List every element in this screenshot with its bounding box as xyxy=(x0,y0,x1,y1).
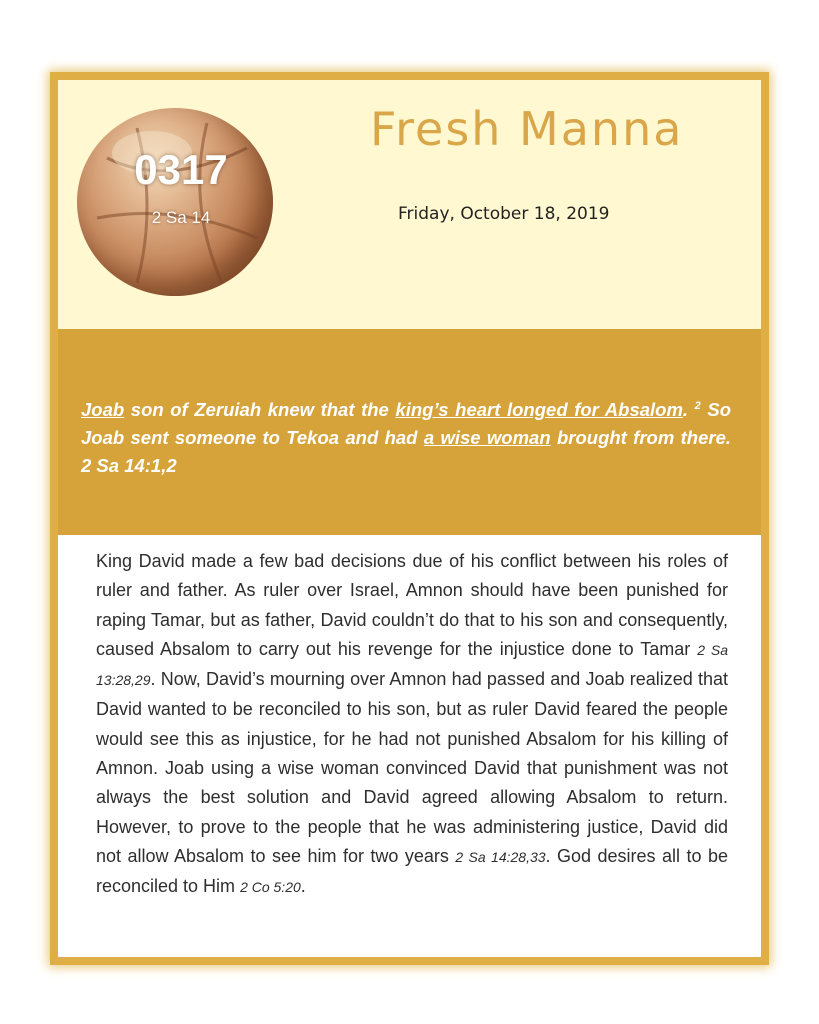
chapter-reference: 2 Sa 14 xyxy=(151,208,211,227)
citation: 2 Sa 13:28,29 xyxy=(96,641,728,689)
citation: 2 Co 5:20 xyxy=(240,879,301,896)
scripture-link-joab[interactable]: Joab xyxy=(81,399,125,420)
verse-number: 2 xyxy=(694,399,701,412)
body-text: . Now, David’s mourning over Amnon had passed and Joab realized that David wanted to be reconciled to his son, but as ruler David feared the people would see this as injustice, for he had not punished Absalom for his killing of Amnon. Joab using a wise woman convinced David that punishment was not always the best solution and David agreed allowing Absalom to return. However, to prove to the people that he was administering justice, David did not allow Absalom to see him for two years xyxy=(96,669,728,866)
scripture-segment: brought from there. 2 Sa 14:1,2 xyxy=(81,427,732,476)
scripture-link-wise-woman[interactable]: a wise woman xyxy=(423,427,551,448)
devotional-card xyxy=(50,72,769,965)
scripture-segment: . xyxy=(682,399,695,420)
header-panel xyxy=(58,80,761,329)
scripture-segment: son of Zeruiah knew that the xyxy=(124,399,396,420)
scripture-text xyxy=(81,396,731,480)
devotional-number: 0317 xyxy=(134,146,228,193)
bread-score-lines xyxy=(77,108,273,296)
date-label: Friday, October 18, 2019 xyxy=(398,204,610,224)
body-text: King David made a few bad decisions due of his conflict between his roles of ruler and father. As ruler over Israel, Amnon should have been punished for raping Tamar, but as father, David couldn’t do that to his son and consequently, caused Absalom to carry out his revenge for the injustice done to Tamar xyxy=(96,551,728,659)
body-text: . xyxy=(300,876,306,897)
devotional-body xyxy=(96,547,728,903)
body-text: . God desires all to be reconciled to Him xyxy=(96,845,728,897)
citation: 2 Sa 14:28,33 xyxy=(455,848,546,865)
scripture-link-kings-heart[interactable]: king’s heart longed for Absalom xyxy=(395,399,683,420)
scripture-segment: So Joab sent someone to Tekoa and had xyxy=(81,399,731,448)
scripture-banner xyxy=(58,329,761,535)
bread-loaf-image xyxy=(77,108,273,296)
page-title: Fresh Manna xyxy=(370,102,684,156)
